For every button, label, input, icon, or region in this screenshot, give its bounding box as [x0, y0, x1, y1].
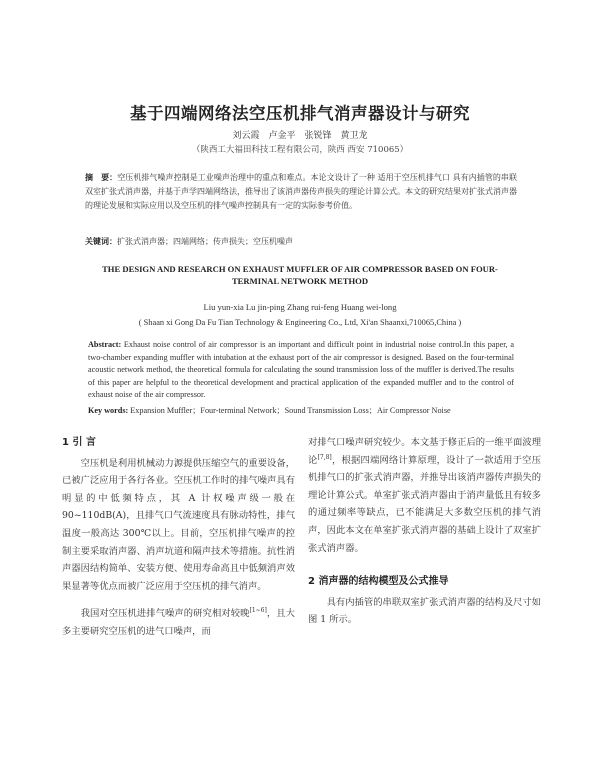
- section-2-heading: 2 消声器的结构模型及公式推导: [308, 576, 449, 588]
- chinese-abstract: [85, 170, 517, 213]
- english-keywords-label: Key words:: [88, 406, 129, 415]
- english-authors: Liu yun-xia Lu jin-ping Zhang rui-feng Huang wei-long: [203, 302, 397, 312]
- right-paragraph-1-text-a: 对排气口噪声研究较少。本文基于修正后的一维平面波理论: [308, 437, 541, 466]
- section-1-paragraph-2-text-b: ，且大多主要研究空压机的进气口噪声，而: [62, 608, 295, 637]
- right-paragraph-1-text-b: ，根据四端网络计算原理，设计了一款适用于空压机排气口的扩张式消声器，并推导出该消声器传声损失的理论计算公式。单室扩张式消声器由于消声量低且有较多的通过频率等缺点，已不能满足大多数空压机的排气消声，因此本文在单室扩张式消声器的基础上设计了双室扩张式消声器。: [308, 454, 541, 554]
- section-gap: [308, 557, 541, 573]
- paragraph-gap: [62, 595, 295, 605]
- chinese-abstract-text: 空压机排气噪声控制是工业噪声治理中的重点和难点。本论文设计了一种 适用于空压机排气口 具有内插管的串联双室扩张式消声器，并基于声学四端网络法，推导出了该消声器传声损失的理论计算公式。本文的研究结果对扩张式消声器的理论发展和实际应用以及空压机的排气噪声控制具有一定的实际参考价值。: [85, 173, 517, 210]
- section-1-heading: 1 引 言: [62, 437, 96, 448]
- chinese-abstract-label: 摘 要：: [85, 172, 118, 182]
- citation-ref-1: [1~6]: [249, 607, 267, 615]
- right-paragraph-1: [308, 434, 541, 557]
- citation-ref-2: [7,8]: [317, 453, 332, 461]
- english-abstract: [88, 339, 514, 402]
- chinese-keywords-label: 关键词：: [85, 236, 117, 246]
- section-2-paragraph-1: 具有内插管的串联双室扩张式消声器的结构及尺寸如图 1 所示。: [308, 596, 541, 626]
- left-column: [62, 434, 295, 641]
- section-1-paragraph-1: 空压机是利用机械动力源提供压缩空气的重要设备，已被广泛应用于各行各业。空压机工作时的排气噪声具有明显的中低频特点，其 A 计权噪声级一般在 90~110dB(A)，且排气口气流速度具有脉动特性，排气温度一般高达 300℃以上。目前，空压机排气噪声的控制主要采取消声器、消声坑道和隔声技术等措施。抗性消声器因结构简单、安装方便、使用寿命高且中低频消声效果显著等优点而被广泛应用于空压机的排气消声。: [62, 457, 295, 592]
- chinese-affiliation: （陕西工大福田科技工程有限公司，陕西 西安 710065）: [191, 145, 409, 155]
- chinese-title: 基于四端网络法空压机排气消声器设计与研究: [130, 104, 470, 123]
- english-keywords: [88, 405, 514, 417]
- chinese-authors: 刘云霞 卢金平 张锐锋 黄卫龙: [232, 131, 368, 141]
- english-affiliation: ( Shaan xi Gong Da Fu Tian Technology & Engineering Co., Ltd, Xi'an Shaanxi,710065,China ): [138, 318, 462, 327]
- chinese-keywords: [85, 235, 517, 248]
- english-abstract-label: Abstract:: [88, 340, 122, 349]
- english-keywords-text: Expansion Muffler；Four-terminal Network；Sound Transmission Loss；Air Compressor Noise: [130, 406, 451, 415]
- section-1-paragraph-2: [62, 605, 295, 640]
- english-abstract-text: Exhaust noise control of air compressor is an important and difficult point in industrial noise control.In this paper, a two-chamber expanding muffler with intubation at the exhaust port of the air compressor is designed. Based on the four-terminal acoustic network method, the theoretical formula for calculating the sound transmission loss of the muffler is derived.The results of this paper are helpful to the theoretical development and practical application of the expanded muffler and to the control of exhaust noise of the air compressor.: [88, 340, 515, 400]
- english-title: THE DESIGN AND RESEARCH ON EXHAUST MUFFLER OF AIR COMPRESSOR BASED ON FOUR-TERMINAL NETWORK METHOD: [102, 264, 498, 286]
- right-column: [308, 434, 541, 629]
- section-1-paragraph-2-text-a: 我国对空压机进排气噪声的研究相对较晚: [80, 608, 250, 620]
- chinese-keywords-text: 扩张式消声器；四端网络；传声损失；空压机噪声: [117, 237, 293, 246]
